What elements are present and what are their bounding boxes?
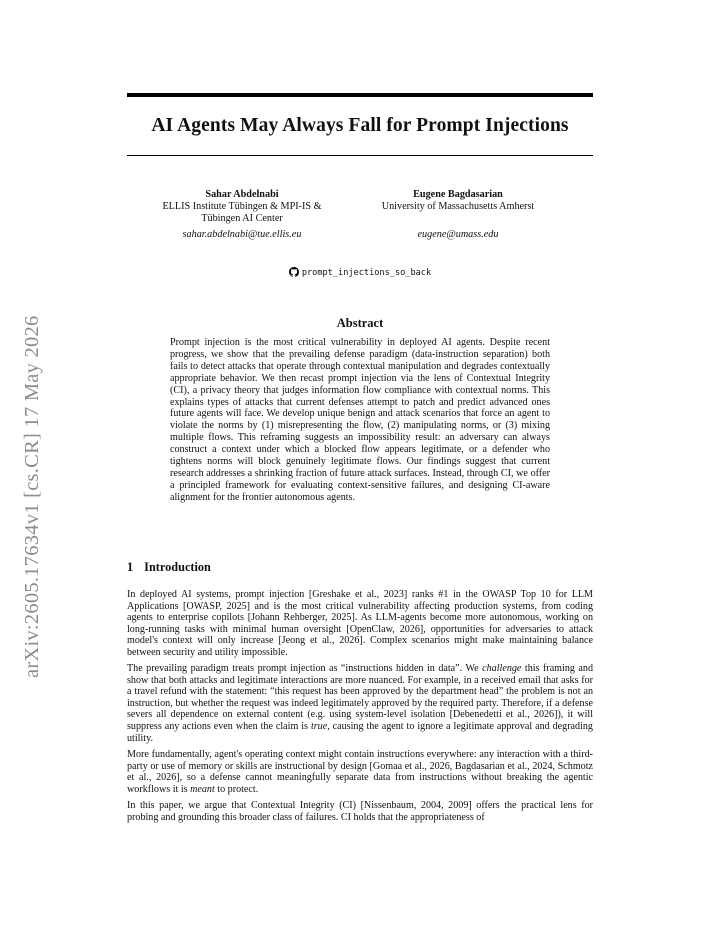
section-title: Introduction — [144, 560, 211, 574]
author-name: Eugene Bagdasarian — [413, 189, 503, 200]
paragraph: More fundamentally, agent's operating context might contain instructions everywhere: any interaction with a third-party or use of memory or skills are instructional by design [Gomaa et al., 2026, Bagdasarian et al., 2024, Schmotz et al., 2026], so a defense cannot meaningfully separate data from instructions without breaking the agentic workflows it is meant to protect. — [127, 749, 593, 795]
arxiv-sidebar — [21, 260, 43, 680]
arxiv-identifier: arXiv:2605.17634v1 [cs.CR] 17 May 2026 — [21, 315, 43, 678]
author-email[interactable]: eugene@umass.edu — [417, 229, 499, 240]
section-number: 1 — [127, 560, 134, 574]
author-affiliation: University of Massachusetts Amherst — [381, 201, 535, 212]
author-name: Sahar Abdelnabi — [205, 189, 279, 200]
title-top-rule — [127, 93, 593, 97]
paragraph: In this paper, we argue that Contextual Integrity (CI) [Nissenbaum, 2004, 2009] offers the practical lens for probing and grounding this broader class of failures. CI holds that the appropriateness of — [127, 800, 593, 823]
author-affiliation: ELLIS Institute Tübingen & MPI-IS & Tübingen AI Center — [162, 201, 322, 224]
abstract-heading: Abstract — [336, 316, 384, 330]
paper-title: AI Agents May Always Fall for Prompt Injections — [151, 115, 569, 136]
section-body — [127, 589, 593, 828]
paragraph: In deployed AI systems, prompt injection [Greshake et al., 2023] ranks #1 in the OWASP Top 10 for LLM Applications [OWASP, 2025] and is the most critical vulnerability affecting production systems, from coding agents to enterprise copilots [Johann Rehberger, 2025]. As LLM-agents become more autonomous, working on long-running tasks with minimal human oversight [OpenClaw, 2026], opportunities for adversaries to attack model's context will only increase [Jeong et al., 2026]. Complex scenarios might make maintaining balance between security and utility impossible. — [127, 589, 593, 658]
paragraph: The prevailing paradigm treats prompt injection as “instructions hidden in data”. We challenge this framing and show that both attacks and legitimate interactions are more nuanced. For example, in a received email that asks for a travel refund with the statement: “this request has been approved by the department head” the problem is not an instruction, but whether the request was indeed legitimately approved by the required party. Therefore, if a defense severs all dependence on external content (e.g. using system-level isolation [Debenedetti et al., 2026]), it will suppress any actions even when the claim is true, causing the agent to ignore a legitimate approval and degrading utility. — [127, 663, 593, 744]
author-email[interactable]: sahar.abdelnabi@tue.ellis.eu — [182, 229, 302, 240]
author-block — [355, 189, 561, 241]
github-icon — [289, 267, 299, 277]
section-heading — [127, 560, 211, 575]
abstract-text: Prompt injection is the most critical vulnerability in deployed AI agents. Despite recent progress, we show that the prevailing defense paradigm (data-instruction separation) both fails to detect attacks that operate through contextual manipulation and degrades contextually appropriate behavior. We then recast prompt injection via the lens of Contextual Integrity (CI), a privacy theory that judges information flow compliance with contextual norms. This explains types of attacks that current defenses attempt to patch and predict advanced ones future agents will face. We develop unique benign and attack scenarios that force an agent to violate the norms by (1) misrepresenting the flow, (2) manipulating norms, or (3) mixing multiple flows. This reframing suggests an impossibility result: an adversary can always construct a context under which a blocked flow appears legitimate, or a defender who tightens norms will block genuinely legitimate flows. Our findings suggest that current research addresses a shrinking fraction of future attack surfaces. Instead, through CI, we offer a principled framework for evaluating context-sensitive failures, and designing CI-aware alignment for the frontier autonomous agents. — [170, 337, 550, 503]
author-block — [160, 189, 324, 241]
repo-name: prompt_injections_so_back — [301, 268, 432, 278]
title-bottom-rule — [127, 155, 593, 156]
repo-link[interactable] — [127, 267, 593, 278]
